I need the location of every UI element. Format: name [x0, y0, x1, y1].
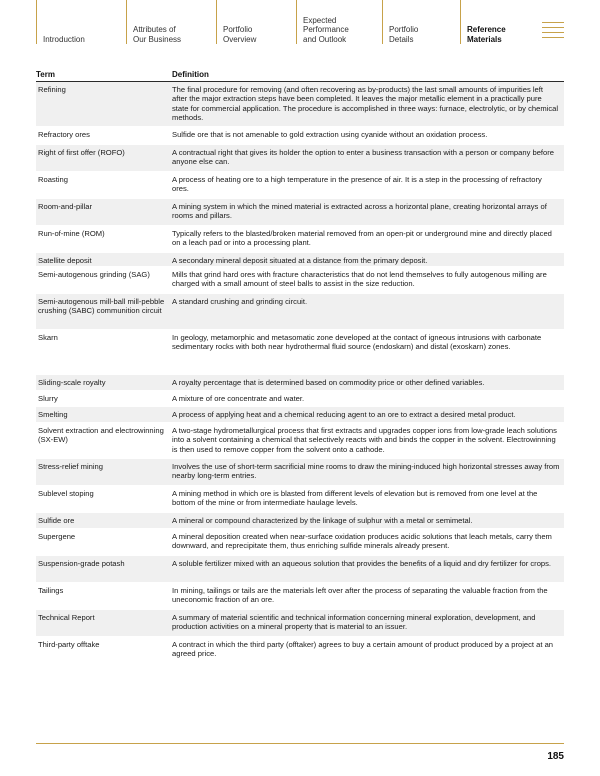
nav-tab-attributes[interactable]: [126, 0, 216, 44]
definition-cell: A two-stage hydrometallurgical process that first extracts and upgrades copper ions from low-grade leach solutions into a solvent containing a chemical that selectively reacts with and binds the copper in the solvent. Electrowinning is then used to remove copper from the solvent onto a cathode.: [172, 426, 557, 454]
definition-cell: A process of applying heat and a chemical reducing agent to an ore to extract a desired metal product.: [172, 410, 516, 419]
term-cell: Sulfide ore: [38, 516, 75, 525]
definition-cell: Typically refers to the blasted/broken material removed from an open-pit or underground mine and directly placed on a leach pad or into a processing plant.: [172, 229, 552, 248]
definition-cell: The final procedure for removing (and often recovering as by-products) the last small amounts of impurities left after the major extraction steps have been completed. It leaves the major metallic element in a practically pure state for commercial application. The procedure is accomplished in three ways: furnace, electrolytic, or by chemical methods.: [172, 85, 559, 122]
table-header: [36, 67, 564, 82]
table-row: [36, 391, 564, 407]
table-row: [36, 294, 564, 330]
term-cell: Refining: [38, 85, 66, 94]
term-cell: Room-and-pillar: [38, 202, 93, 211]
definition-cell: A contract in which the third party (offtaker) agrees to buy a certain amount of product produced by a project at an agreed price.: [172, 640, 554, 659]
table-body: [36, 82, 564, 664]
nav-tab-expected-performance[interactable]: [296, 0, 382, 44]
table-row: [36, 423, 564, 459]
definition-cell: A mineral or compound characterized by the linkage of sulphur with a metal or semimetal.: [172, 516, 473, 525]
table-row: [36, 199, 564, 226]
definition-cell: A process of heating ore to a high temperature in the presence of air. It is a step in the processing of refractory ores.: [172, 175, 542, 194]
table-row: [36, 127, 564, 145]
definition-cell: A contractual right that gives its holder the option to enter a business transaction with a person or company before anyone else can.: [172, 148, 555, 167]
definition-cell: A standard crushing and grinding circuit.: [172, 297, 308, 306]
footer-divider: [36, 743, 564, 744]
term-cell: Refractory ores: [38, 130, 90, 139]
term-cell: Suspension-grade potash: [38, 559, 125, 568]
term-cell: Slurry: [38, 394, 58, 403]
glossary-table: [36, 67, 564, 664]
header-term: Term: [36, 70, 55, 79]
table-row: [36, 486, 564, 513]
table-row: [36, 556, 564, 583]
table-row: [36, 82, 564, 127]
definition-cell: A secondary mineral deposit situated at a distance from the primary deposit.: [172, 256, 428, 265]
nav-tab-label: Portfolio Overview: [223, 25, 257, 44]
nav-tab-label: Reference Materials: [467, 25, 506, 44]
table-row: [36, 145, 564, 172]
term-cell: Solvent extraction and electrowinning (SX-EW): [38, 426, 164, 445]
nav-tab-portfolio-overview[interactable]: [216, 0, 296, 44]
nav-tab-label: Attributes of Our Business: [133, 25, 182, 44]
term-cell: Supergene: [38, 532, 76, 541]
definition-cell: Involves the use of short-term sacrificial mine rooms to draw the mining-induced high horizontal stresses away from nearby long-term entries.: [172, 462, 560, 481]
term-cell: Roasting: [38, 175, 68, 184]
nav-tab-label: Portfolio Details: [389, 25, 419, 44]
table-row: [36, 375, 564, 391]
nav-tab-label: Expected Performance and Outlook: [303, 15, 349, 44]
table-row: [36, 529, 564, 556]
table-row: [36, 407, 564, 423]
table-row: [36, 253, 564, 267]
nav-tab-label: Introduction: [43, 34, 85, 44]
definition-cell: A royalty percentage that is determined based on commodity price or other defined variables.: [172, 378, 485, 387]
definition-cell: A mineral deposition created when near-surface oxidation produces acidic solutions that leach metals, carry them downward, and reprecipitate them, thus enriching sulfide minerals already present.: [172, 532, 552, 551]
term-cell: Right of first offer (ROFO): [38, 148, 125, 157]
nav-tab-reference-materials[interactable]: [460, 0, 538, 44]
definition-cell: A soluble fertilizer mixed with an aqueous solution that provides the benefits of a liquid and dry fertilizer for crops.: [172, 559, 552, 568]
table-row: [36, 637, 564, 664]
header-definition: Definition: [172, 70, 209, 79]
term-cell: Semi-autogenous grinding (SAG): [38, 270, 150, 279]
term-cell: Third-party offtake: [38, 640, 100, 649]
definition-cell: A mining method in which ore is blasted from different levels of elevation but is removed from one level at the bottom of the mine or from intermediate haulage levels.: [172, 489, 538, 508]
table-row: [36, 267, 564, 294]
definition-cell: In mining, tailings or tails are the materials left over after the process of separating the valuable fraction from the uneconomic fraction of an ore.: [172, 586, 548, 605]
table-row: [36, 610, 564, 637]
term-cell: Sliding-scale royalty: [38, 378, 106, 387]
nav-tab-introduction[interactable]: [36, 0, 126, 44]
table-row: [36, 226, 564, 253]
term-cell: Run-of-mine (ROM): [38, 229, 105, 238]
term-cell: Sublevel stoping: [38, 489, 94, 498]
top-navigation: [36, 0, 564, 50]
hamburger-icon[interactable]: [542, 22, 564, 38]
term-cell: Satellite deposit: [38, 256, 92, 265]
term-cell: Skarn: [38, 333, 58, 342]
term-cell: Semi-autogenous mill-ball mill-pebble crushing (SABC) communition circuit: [38, 297, 165, 316]
table-row: [36, 513, 564, 529]
table-row: [36, 459, 564, 486]
term-cell: Smelting: [38, 410, 68, 419]
definition-cell: Mills that grind hard ores with fracture characteristics that do not lend themselves to fully autogenous milling are charged with a small amount of steel balls to assist in the size reduction.: [172, 270, 547, 289]
definition-cell: A mining system in which the mined material is extracted across a horizontal plane, creating horizontal arrays of rooms and pillars.: [172, 202, 547, 221]
definition-cell: A mixture of ore concentrate and water.: [172, 394, 305, 403]
definition-cell: A summary of material scientific and technical information concerning mineral exploration, development, and production activities on a mineral property that is material to an issuer.: [172, 613, 536, 632]
table-row: [36, 330, 564, 375]
definition-cell: In geology, metamorphic and metasomatic zone developed at the contact of igneous intrusions with carbonate sedimentary rocks with both near hydrothermal fluid source (endoskarn) and distal (exoskarn) zones.: [172, 333, 542, 352]
table-row: [36, 583, 564, 610]
term-cell: Technical Report: [38, 613, 95, 622]
nav-tab-portfolio-details[interactable]: [382, 0, 460, 44]
term-cell: Stress-relief mining: [38, 462, 103, 471]
definition-cell: Sulfide ore that is not amenable to gold extraction using cyanide without an oxidation process.: [172, 130, 488, 139]
page-number: 185: [547, 751, 564, 762]
table-row: [36, 172, 564, 199]
term-cell: Tailings: [38, 586, 64, 595]
